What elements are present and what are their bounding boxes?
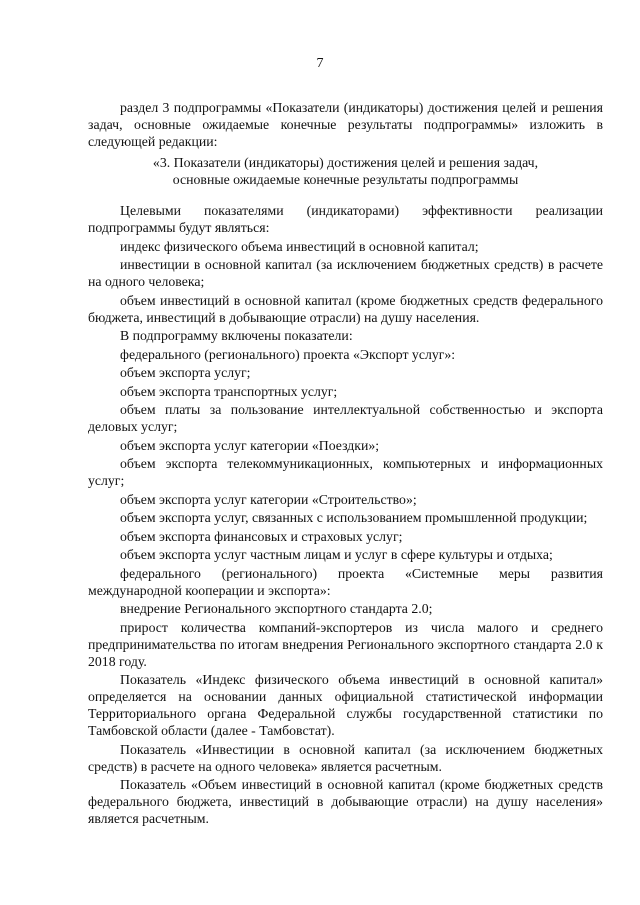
paragraph: федерального (регионального) проекта «Системные меры развития международной кооперации и экспорта»: [88,565,603,598]
section-heading-line: основные ожидаемые конечные результаты подпрограммы [172,172,519,187]
paragraph: объем экспорта телекоммуникационных, компьютерных и информационных услуг; [88,456,603,488]
page-number: 7 [316,56,324,71]
paragraph: Показатель «Инвестиции в основной капитал (за исключением бюджетных средств) в расчете на одного человека» является расчетным. [88,741,603,774]
paragraph: В подпрограмму включены показатели: [120,328,353,343]
paragraph: индекс физического объема инвестиций в основной капитал; [120,238,479,254]
paragraph: объем экспорта финансовых и страховых услуг; [120,528,403,544]
paragraph: объем экспорта услуг категории «Поездки»; [120,437,380,453]
paragraph: объем экспорта услуг частным лицам и услуг в сфере культуры и отдыха; [120,547,553,562]
paragraph: объем экспорта услуг категории «Строительство»; [120,491,417,507]
body-text [88,202,603,829]
section-heading-line: «3. Показатели (индикаторы) достижения целей и решения задач, [152,155,539,170]
intro-block [88,99,603,152]
paragraph: Показатель «Объем инвестиций в основной капитал (кроме бюджетных средств федерального бюджета, инвестиций в добывающие отрасли) на душу населения» является расчетным. [88,777,603,826]
paragraph: прирост количества компаний-экспортеров из числа малого и среднего предпринимательства по итогам внедрения Регионального экспортного стандарта 2.0 к 2018 году. [88,619,603,669]
paragraph: объем экспорта услуг, связанных с использованием промышленной продукции; [120,510,588,525]
intro-paragraph: раздел 3 подпрограммы «Показатели (индикаторы) достижения целей и решения задач, основные ожидаемые конечные результаты подпрограммы» изложить в следующей редакции: [88,100,603,149]
paragraph: объем инвестиций в основной капитал (кроме бюджетных средств федерального бюджета, инвестиций в добывающие отрасли) на душу населения. [88,292,603,325]
paragraph: Целевыми показателями (индикаторами) эффективности реализации подпрограммы будут являться: [88,203,603,235]
paragraph: инвестиции в основной капитал (за исключением бюджетных средств) в расчете на одного человека; [88,257,603,289]
paragraph: объем экспорта услуг; [120,365,251,380]
paragraph: внедрение Регионального экспортного стандарта 2.0; [120,601,433,616]
paragraph: объем платы за пользование интеллектуальной собственностью и экспорта деловых услуг; [88,402,603,434]
paragraph: объем экспорта транспортных услуг; [120,383,338,399]
paragraph: Показатель «Индекс физического объема инвестиций в основной капитал» определяется на основании данных официальной статистической информации Территориального органа Федеральной службы государственной статистики по Тамбовской области (далее - Тамбовстат). [88,672,603,738]
section-heading [88,154,603,188]
paragraph: федерального (регионального) проекта «Экспорт услуг»: [120,346,456,362]
